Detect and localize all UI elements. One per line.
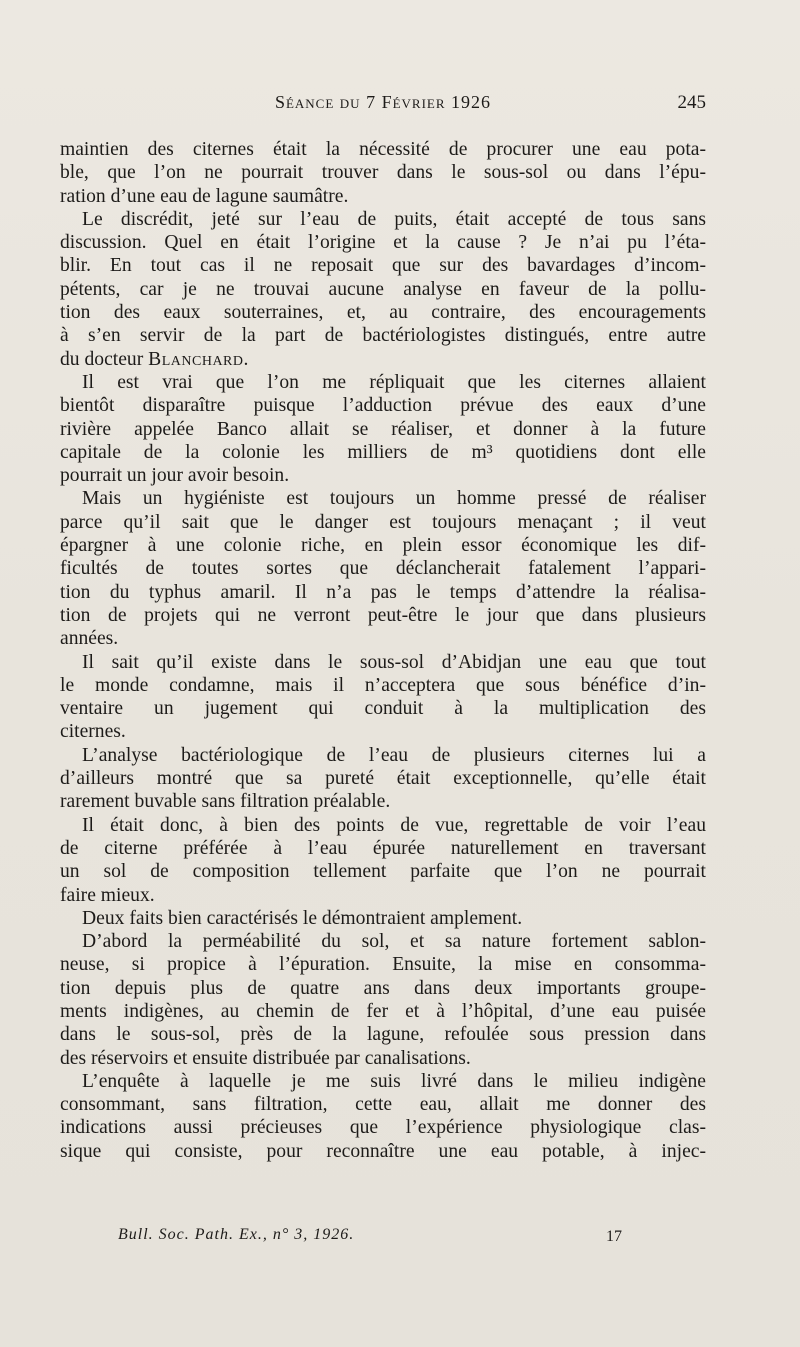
line-text: discussion. Quel en était l’origine et la cause ? Je n’ai pu l’éta- <box>60 232 706 254</box>
text-line <box>60 720 706 743</box>
text-line <box>60 511 706 534</box>
line-text: D’abord la perméabilité du sol, et sa nature fortement sablon- <box>82 931 706 953</box>
line-text: blir. En tout cas il ne reposait que sur des bavardages d’incom- <box>60 255 706 277</box>
text-line <box>60 441 706 464</box>
text-line <box>60 930 706 953</box>
line-text: Mais un hygiéniste est toujours un homme pressé de réaliser <box>82 488 706 510</box>
line-text: consommant, sans filtration, cette eau, allait me donner des <box>60 1094 706 1116</box>
text-line <box>60 1093 706 1116</box>
signature-mark: 17 <box>606 1228 622 1245</box>
line-text: bientôt disparaître puisque l’adduction prévue des eaux d’une <box>60 395 706 417</box>
text-line <box>60 977 706 1000</box>
line-text: L’analyse bactériologique de l’eau de plusieurs citernes lui a <box>82 744 706 766</box>
line-text: du docteur <box>60 348 149 370</box>
text-line <box>60 1140 706 1163</box>
running-title: Séance du 7 Février 1926 <box>274 92 492 112</box>
line-text: épargner à une colonie riche, en plein essor économique les dif- <box>60 535 706 557</box>
line-text: années. <box>60 628 119 650</box>
line-text: un sol de composition tellement parfaite que l’on ne pourrait <box>60 861 706 883</box>
text-line <box>60 534 706 557</box>
line-text: sique qui consiste, pour reconnaître une eau potable, à injec- <box>60 1140 706 1162</box>
text-line <box>60 907 706 930</box>
line-text: maintien des citernes était la nécessité de procurer une eau pota- <box>60 139 706 160</box>
text-line <box>60 231 706 254</box>
line-text: tion de projets qui ne verront peut-être le jour que dans plusieurs <box>60 604 706 626</box>
line-text: rarement buvable sans filtration préalable. <box>60 791 391 813</box>
line-text: Le discrédit, jeté sur l’eau de puits, était accepté de tous sans <box>82 208 706 230</box>
text-line <box>60 697 706 720</box>
line-text: ration d’une eau de lagune saumâtre. <box>60 185 349 207</box>
line-text: ficultés de toutes sortes que déclancherait fatalement l’appari- <box>60 558 706 580</box>
text-line <box>60 394 706 417</box>
text-line <box>60 208 706 231</box>
line-text: ventaire un jugement qui conduit à la multiplication des <box>60 698 706 720</box>
line-text: tion depuis plus de quatre ans dans deux importants groupe- <box>60 977 706 999</box>
line-text: capitale de la colonie les milliers de m³ quotidiens dont elle <box>60 441 706 463</box>
text-line <box>60 1070 706 1093</box>
text-line <box>60 744 706 767</box>
text-line <box>60 837 706 860</box>
text-line <box>60 487 706 510</box>
text-line <box>60 1000 706 1023</box>
text-line <box>60 674 706 697</box>
line-text: Il est vrai que l’on me répliquait que les citernes allaient <box>82 371 706 393</box>
line-text: parce qu’il sait que le danger est toujours menaçant ; il veut <box>60 511 706 533</box>
text-line <box>60 651 706 674</box>
line-text: ble, que l’on ne pourrait trouver dans le sous-sol ou dans l’épu- <box>60 162 706 184</box>
line-text: le monde condamne, mais il n’acceptera que sous bénéfice d’in- <box>60 674 706 696</box>
text-line <box>60 185 706 208</box>
text-line <box>60 627 706 650</box>
text-line <box>60 301 706 324</box>
text-line <box>60 604 706 627</box>
text-line <box>60 767 706 790</box>
line-text: Deux faits bien caractérisés le démontraient amplement. <box>82 907 523 929</box>
line-text: tion des eaux souterraines, et, au contraire, des encouragements <box>60 302 706 324</box>
text-line <box>60 1047 706 1070</box>
text-line <box>60 1116 706 1139</box>
text-line <box>60 814 706 837</box>
line-text: à s’en servir de la part de bactériologistes distingués, entre autre <box>60 325 706 347</box>
line-text: indications aussi précieuses que l’expérience physiologique clas- <box>60 1117 706 1139</box>
text-line <box>60 790 706 813</box>
line-text: d’ailleurs montré que sa pureté était exceptionnelle, qu’elle était <box>60 768 706 790</box>
text-line <box>60 884 706 907</box>
author-name: Blanchard. <box>148 348 249 370</box>
text-line <box>60 324 706 347</box>
text-line <box>60 278 706 301</box>
text-line <box>60 254 706 277</box>
text-line <box>60 161 706 184</box>
line-text: tion du typhus amaril. Il n’a pas le temps d’attendre la réalisa- <box>60 581 706 603</box>
line-text: pourrait un jour avoir besoin. <box>60 465 290 487</box>
line-text: de citerne préférée à l’eau épurée naturellement en traversant <box>60 837 706 859</box>
line-text: Il sait qu’il existe dans le sous-sol d’Abidjan une eau que tout <box>82 651 706 673</box>
line-text: neuse, si propice à l’épuration. Ensuite, la mise en consomma- <box>60 954 706 976</box>
text-line <box>60 557 706 580</box>
page-number: 245 <box>677 92 706 113</box>
text-line <box>60 1023 706 1046</box>
line-text: faire mieux. <box>60 884 155 906</box>
text-line <box>60 953 706 976</box>
text-line <box>60 418 706 441</box>
line-text: L’enquête à laquelle je me suis livré dans le milieu indigène <box>82 1070 706 1092</box>
line-text: Il était donc, à bien des points de vue, regrettable de voir l’eau <box>82 814 706 836</box>
body-text <box>60 138 706 1163</box>
line-text: citernes. <box>60 721 126 743</box>
line-text: dans le sous-sol, près de la lagune, refoulée sous pression dans <box>60 1024 706 1046</box>
text-line <box>60 348 706 371</box>
journal-citation: Bull. Soc. Path. Ex., n° 3, 1926. <box>118 1226 355 1243</box>
text-line <box>60 464 706 487</box>
page-header <box>60 92 706 120</box>
line-text: des réservoirs et ensuite distribuée par canalisations. <box>60 1047 471 1069</box>
text-line <box>60 581 706 604</box>
line-text: pétents, car je ne trouvai aucune analyse en faveur de la pollu- <box>60 278 706 300</box>
text-line <box>60 371 706 394</box>
text-line <box>60 860 706 883</box>
page-footer <box>60 1226 706 1252</box>
text-line <box>60 138 706 161</box>
line-text: rivière appelée Banco allait se réaliser, et donner à la future <box>60 418 706 440</box>
line-text: ments indigènes, au chemin de fer et à l’hôpital, d’une eau puisée <box>60 1000 706 1022</box>
